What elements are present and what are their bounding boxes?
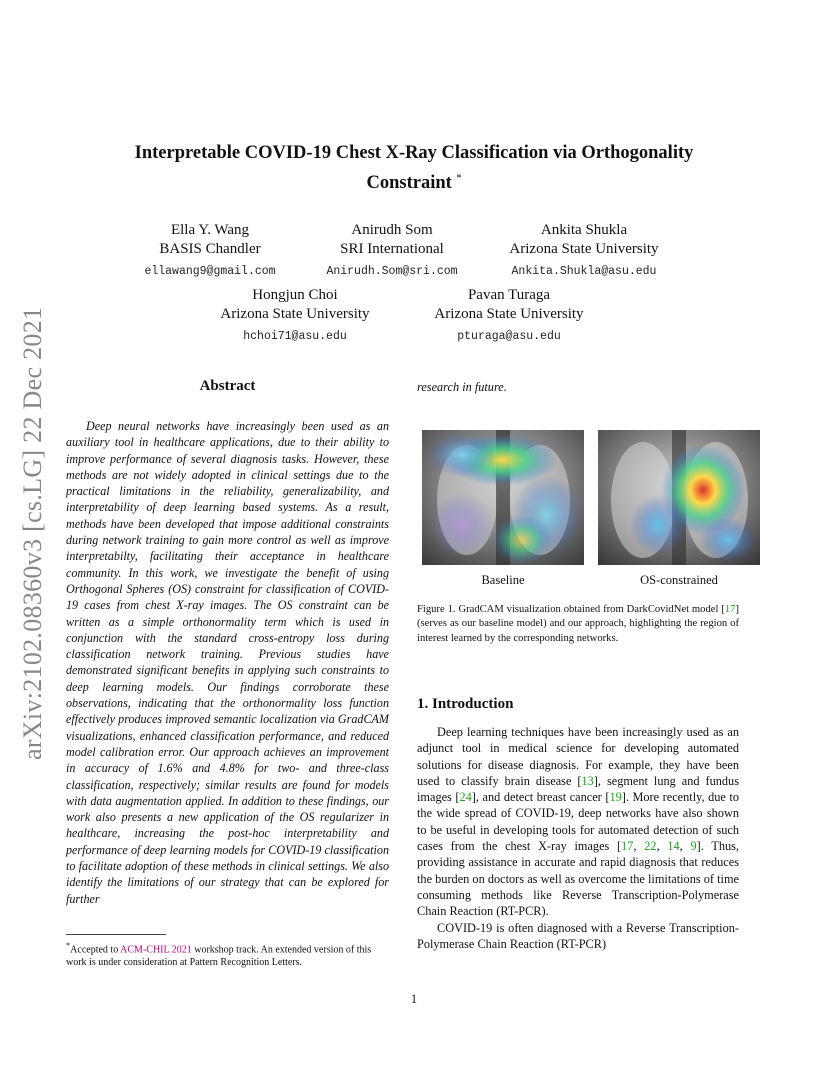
acm-chil-link[interactable]: ACM-CHIL 2021 [120, 944, 192, 956]
author-4 [190, 286, 400, 350]
citation-link[interactable]: 9 [690, 839, 697, 854]
citation-link[interactable]: 24 [459, 790, 472, 805]
author-email[interactable]: ellawang9@gmail.com [144, 265, 276, 278]
author-email[interactable]: Ankita.Shukla@asu.edu [511, 265, 657, 278]
baseline-xray-heatmap [422, 430, 584, 565]
footnote-rule [66, 934, 166, 935]
author-affiliation: Arizona State University [434, 306, 584, 322]
author-affiliation: Arizona State University [509, 241, 659, 257]
introduction-heading: 1. Introduction [417, 696, 514, 712]
title-footnote-mark: * [456, 173, 462, 184]
footnote: *Accepted to ACM-CHIL 2021 workshop track. An extended version of this work is under consideration at Pattern Recognition Letters. [66, 941, 372, 969]
title-line-2: Constraint [366, 173, 452, 193]
author-name: Anirudh Som [351, 222, 433, 238]
author-affiliation: Arizona State University [220, 306, 370, 322]
intro-paragraph-2: COVID-19 is often diagnosed with a Reverse Transcription-Polymerase Chain Reaction (RT-PCR) [417, 920, 739, 951]
author-name: Hongjun Choi [252, 287, 338, 303]
author-email[interactable]: pturaga@asu.edu [457, 330, 561, 343]
page-number: 1 [410, 992, 418, 1006]
figure-caption: Figure 1. GradCAM visualization obtained from DarkCovidNet model [17] (serves as our baseline model) and our approach, highlighting the region of interest learned by the corresponding networks. [417, 604, 739, 644]
citation-link[interactable]: 19 [609, 790, 622, 805]
os-constrained-xray-heatmap [598, 430, 760, 565]
paper-title [80, 140, 748, 196]
author-name: Ella Y. Wang [170, 222, 250, 238]
abstract-heading: Abstract [199, 378, 256, 394]
citation-link[interactable]: 17 [724, 604, 736, 615]
author-1 [110, 221, 310, 285]
author-email[interactable]: Anirudh.Som@sri.com [326, 265, 458, 278]
citation-link[interactable]: 14 [667, 839, 680, 854]
author-5 [404, 286, 614, 350]
citation-link[interactable]: 22 [644, 839, 657, 854]
author-name: Ankita Shukla [540, 222, 628, 238]
author-affiliation: SRI International [340, 241, 444, 257]
abstract-body [66, 418, 389, 907]
figure-label-os-constrained: OS-constrained [640, 573, 718, 587]
introduction-body [417, 724, 739, 952]
citation-link[interactable]: 13 [581, 773, 594, 788]
figure-label-baseline: Baseline [481, 573, 525, 587]
baseline-gradcam-image [422, 430, 584, 565]
citation-link[interactable]: 17 [621, 839, 634, 854]
abstract-continuation: research in future. [417, 380, 507, 394]
author-3 [470, 221, 698, 285]
intro-paragraph-1: Deep learning techniques have been increasingly used as an adjunct tool in medical science for developing automated solutions for disease diagnosis. For example, they have been used to classify brain disease [13], segment lung and fundus images [24], and detect breast cancer [19]. More recently, due to the wide spread of COVID-19, deep networks have also shown to be useful in developing tools for automated detection of such cases from the chest X-ray images [17, 22, 14, 9]. Thus, providing assistance in accurate and rapid diagnosis that reduces the burden on doctors as well as overcome the limitations of time consuming methods like Reverse Transcription-Polymerase Chain Reaction (RT-PCR). [417, 725, 739, 919]
title-line-1: Interpretable COVID-19 Chest X-Ray Classification via Orthogonality [134, 143, 694, 163]
arxiv-identifier: arXiv:2102.08360v3 [cs.LG] 22 Dec 2021 [18, 306, 47, 760]
abstract-paragraph: Deep neural networks have increasingly been used as an auxiliary tool in healthcare applications, due to their ability to improve performance of several diagnosis tasks. However, these methods are not widely adopted in clinical settings due to the practical limitations in the reliability, generalizability, and interpretability of deep learning based systems. As a result, methods have been developed that impose additional constraints during network training to gain more control as well as improve interpretabilty, facilitating their acceptance in healthcare community. In this work, we investigate the benefit of using Orthogonal Spheres (OS) constraint for classification of COVID-19 cases from chest X-ray images. The OS constraint can be written as a simple orthonormality term which is used in conjunction with the standard cross-entropy loss during classification network training. Previous studies have demonstrated significant benefits in applying such constraints to deep learning models. Our findings corroborate these observations, indicating that the orthonormality loss function effectively produces improved semantic localization via GradCAM visualizations, enhanced classification performance, and reduced model calibration error. Our approach achieves an improvement in accuracy of 1.6% and 4.8% for two- and three-class classification, respectively; similar results are found for models with data augmentation applied. In addition to these findings, our work also presents a new application of the OS regularizer in healthcare, increasing the post-hoc interpretability and performance of deep learning models for COVID-19 classification to facilitate adoption of these methods in clinical settings. We also identify the limitations of our strategy that can be explored for further [66, 419, 389, 906]
author-email[interactable]: hchoi71@asu.edu [243, 330, 347, 343]
os-constrained-gradcam-image [598, 430, 760, 565]
author-name: Pavan Turaga [467, 287, 551, 303]
author-affiliation: BASIS Chandler [159, 241, 261, 257]
author-2 [292, 221, 492, 285]
